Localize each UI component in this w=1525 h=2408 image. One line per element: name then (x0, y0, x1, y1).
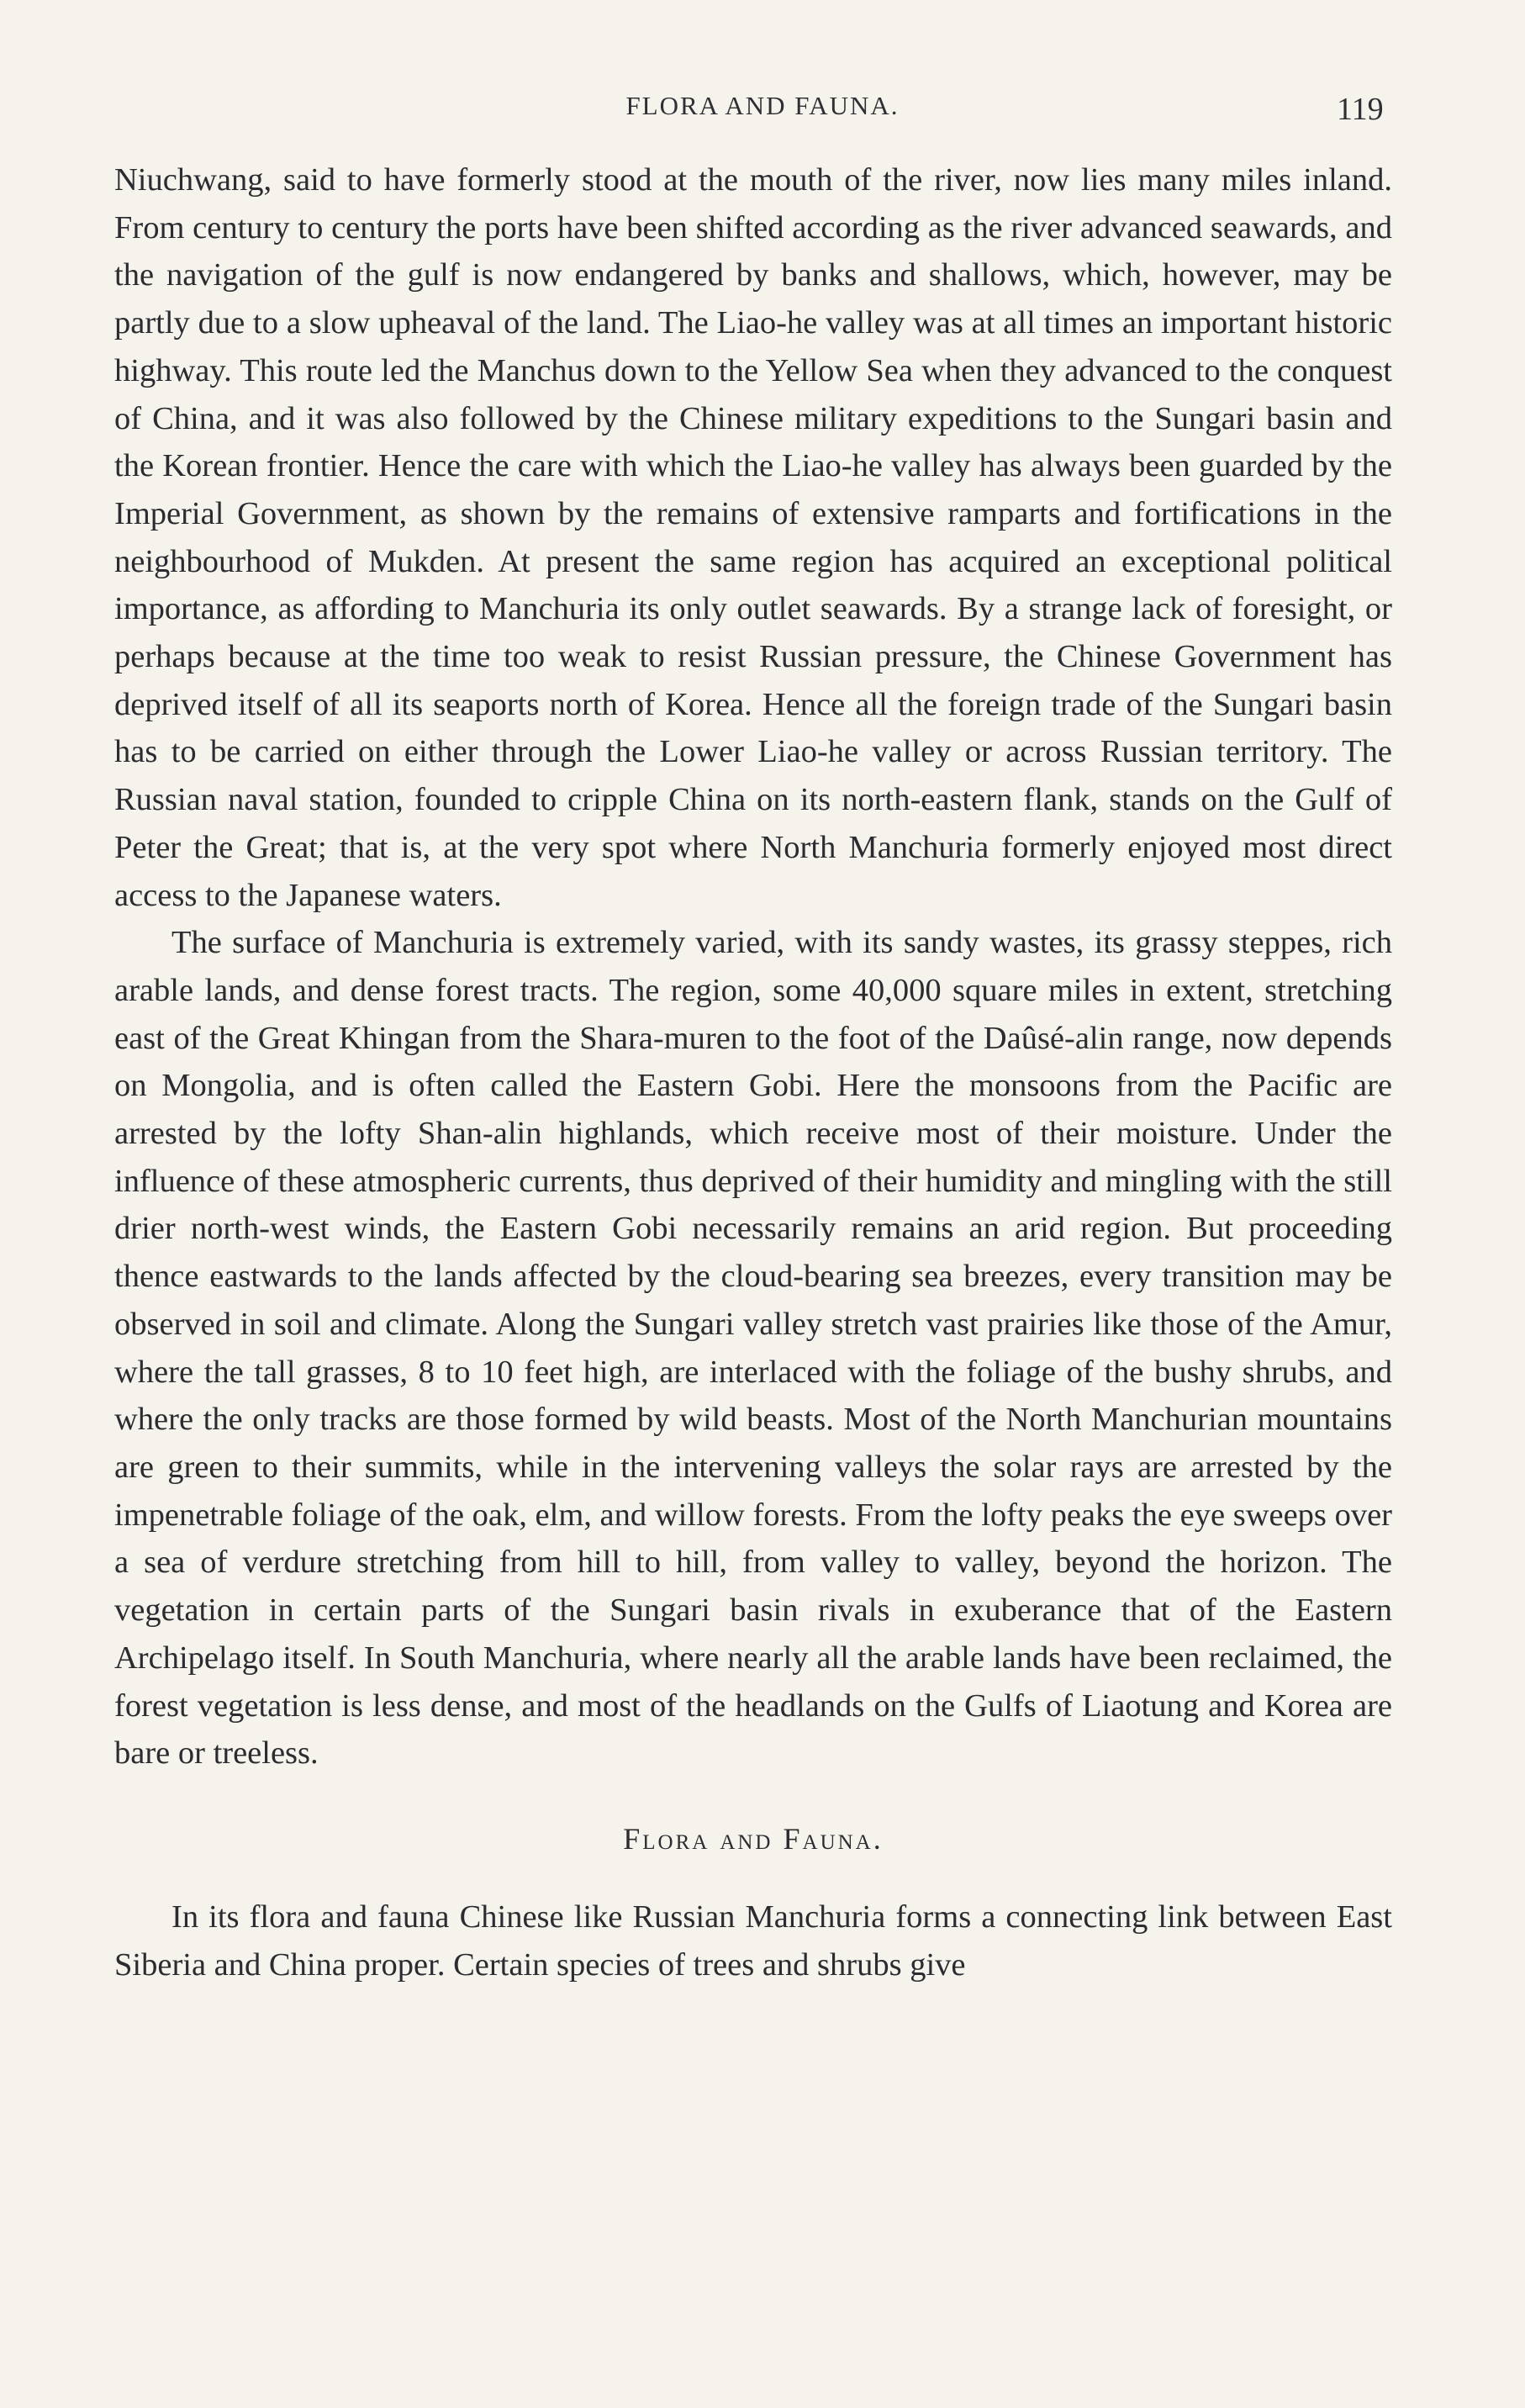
running-head (0, 91, 1525, 133)
body-text (114, 156, 1392, 1988)
paragraph-niuchwang: Niuchwang, said to have formerly stood at the mouth of the river, now lies many miles inland. From century to century the ports have been shifted according as the river advanced seawards, and the navigation of the gulf is now endangered by banks and shallows, which, however, may be partly due to a slow upheaval of the land. The Liao-he valley was at all times an important historic highway. This route led the Manchus down to the Yellow Sea when they advanced to the conquest of China, and it was also followed by the Chinese military expeditions to the Sungari basin and the Korean frontier. Hence the care with which the Liao-he valley has always been guarded by the Imperial Government, as shown by the remains of extensive ramparts and fortifications in the neighbourhood of Mukden. At present the same region has acquired an exceptional political importance, as affording to Manchuria its only outlet seawards. By a strange lack of foresight, or perhaps because at the time too weak to resist Russian pressure, the Chinese Government has deprived itself of all its seaports north of Korea. Hence all the foreign trade of the Sungari basin has to be carried on either through the Lower Liao-he valley or across Russian territory. The Russian naval station, founded to cripple China on its north-eastern flank, stands on the Gulf of Peter the Great; that is, at the very spot where North Manchuria formerly enjoyed most direct access to the Japanese waters. (114, 162, 1392, 913)
section-heading: Flora and Fauna. (623, 1821, 884, 1856)
page-number: 119 (1337, 92, 1384, 127)
paragraph-surface-of-manchuria: The surface of Manchuria is extremely varied, with its sandy wastes, its grassy steppes, rich arable lands, and dense forest tracts. The region, some 40,000 square miles in extent, stretching east of the Great Khingan from the Shara-muren to the foot of the Daûsé-alin range, now depends on Mongolia, and is often called the Eastern Gobi. Here the monsoons from the Pacific are arrested by the lofty Shan-alin highlands, which receive most of their moisture. Under the influence of these atmospheric currents, thus deprived of their humidity and mingling with the still drier north-west winds, the Eastern Gobi necessarily remains an arid region. But proceeding thence eastwards to the lands affected by the cloud-bearing sea breezes, every transition may be observed in soil and climate. Along the Sungari valley stretch vast prairies like those of the Amur, where the tall grasses, 8 to 10 feet high, are interlaced with the foliage of the bushy shrubs, and where the only tracks are those formed by wild beasts. Most of the North Manchurian mountains are green to their summits, while in the intervening valleys the solar rays are arrested by the impenetrable foliage of the oak, elm, and willow forests. From the lofty peaks the eye sweeps over a sea of verdure stretching from hill to hill, from valley to valley, beyond the horizon. The vegetation in certain parts of the Sungari basin rivals in exuberance that of the Eastern Archipelago itself. In South Manchuria, where nearly all the arable lands have been reclaimed, the forest vegetation is less dense, and most of the headlands on the Gulfs of Liaotung and Korea are bare or treeless. (114, 925, 1392, 1772)
running-title: FLORA AND FAUNA. (625, 91, 900, 120)
paragraph-flora-and-fauna: In its flora and fauna Chinese like Russian Manchuria forms a connecting link between East Siberia and China proper. Certain species of trees and shrubs give (114, 1898, 1392, 1983)
